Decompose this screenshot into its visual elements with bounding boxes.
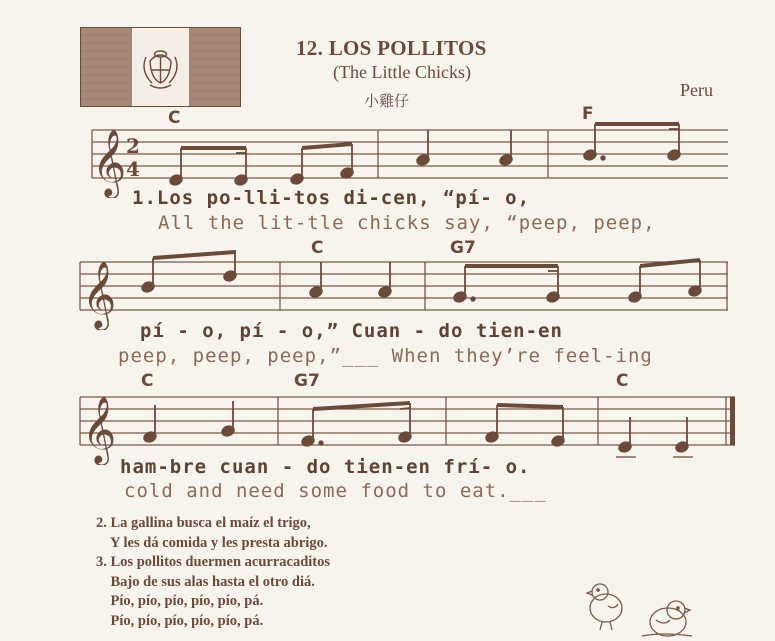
chinese-title: 小雞仔 (364, 92, 410, 110)
chord-symbol: C (168, 108, 181, 128)
lyrics-english-line-2: peep, peep, peep,”___ When they’re feel-ing (118, 345, 653, 367)
country-label: Peru (680, 80, 713, 100)
chord-symbol: F (582, 104, 594, 124)
verse-line: Y les dá comida y les presta abrigo. (96, 534, 328, 551)
peru-flag-icon (80, 27, 241, 107)
lyrics-spanish-line-1: 1.Los po-lli-tos di-cen, “pí- o, (132, 187, 531, 209)
song-title: 12. LOS POLLITOS (296, 36, 487, 60)
music-staff-3 (0, 385, 775, 465)
treble-clef-icon: 𝄞 (92, 128, 127, 196)
additional-verses (96, 514, 330, 632)
treble-clef-icon: 𝄞 (82, 260, 117, 328)
lyrics-english-line-1: All the lit-tle chicks say, “peep, peep, (158, 212, 656, 234)
chord-symbol: G7 (294, 371, 320, 391)
song-subtitle: (The Little Chicks) (333, 62, 471, 82)
verse-line: Bajo de sus alas hasta el otro diá. (96, 573, 315, 590)
verse-line: 3. Los pollitos duermen acurracaditos (96, 554, 331, 571)
chord-symbol: C (616, 371, 629, 391)
chord-symbol: C (141, 371, 154, 391)
music-staff-1 (0, 118, 775, 198)
verse-line: Pío, pío, pío, pío, pío, pá. (96, 593, 264, 610)
chord-symbol: C (311, 238, 324, 258)
lyrics-english-line-3: cold and need some food to eat.___ (124, 480, 547, 502)
treble-clef-icon: 𝄞 (82, 395, 117, 463)
chicks-illustration-icon (578, 578, 698, 638)
music-staff-2 (0, 250, 775, 330)
verse-line: 2. La gallina busca el maíz el trigo, (96, 515, 311, 531)
lyrics-spanish-line-3: ham-bre cuan - do tien-en frí- o. (120, 456, 531, 478)
time-sig-top: 2 (126, 134, 140, 158)
lyrics-spanish-line-2: pí - o, pí - o,” Cuan - do tien-en (140, 320, 563, 342)
time-sig-bottom: 4 (126, 157, 140, 181)
chord-symbol: G7 (450, 238, 476, 258)
verse-line: Pío, pío, pío, pío, pío, pá. (96, 612, 264, 629)
